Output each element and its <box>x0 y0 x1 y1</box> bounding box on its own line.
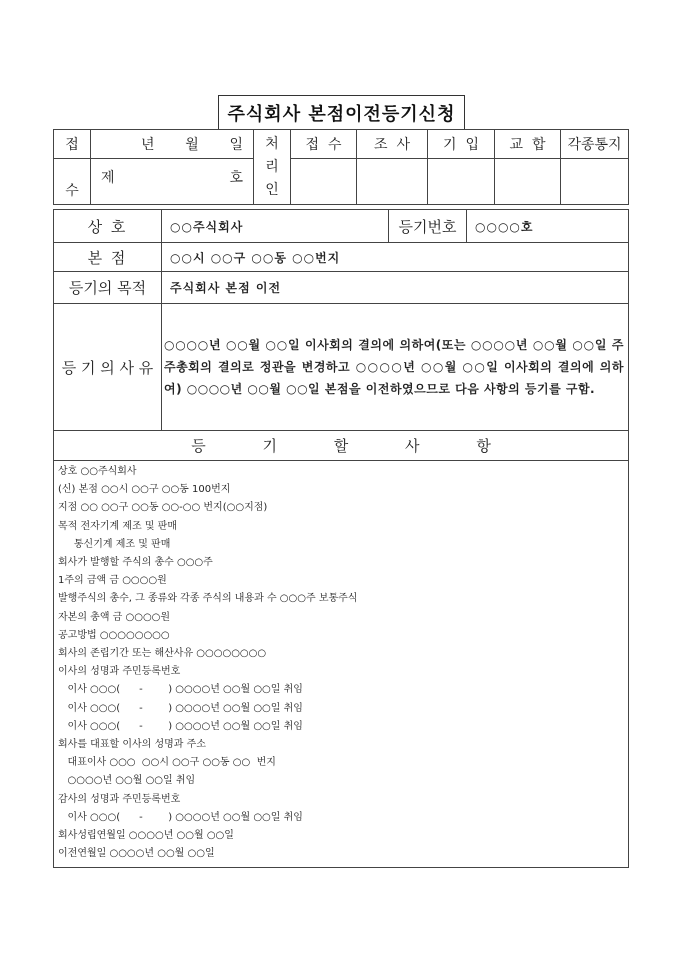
item-line: 이사 ○○○( - ) ○○○○년 ○○월 ○○일 취임 <box>58 811 303 823</box>
item-line: (신) 본점 ○○시 ○○구 ○○동 100번지 <box>58 484 231 496</box>
item-line: 회사가 발행할 주식의 총수 ○○○주 <box>58 557 213 569</box>
heading-char: 등 <box>191 437 206 455</box>
review-stamp-cell[interactable] <box>357 159 428 205</box>
reason-value[interactable]: ○○○○년 ○○월 ○○일 이사회의 결의에 의하여(또는 ○○○○년 ○○월 ○○일 주주총회의 결의로 정관을 변경하고 ○○○○년 ○○월 ○○일 이사회의 결의에 의하여) ○○○○년 ○○월 ○○일 본점을 이전하였으므로 다음 사항의 등기를 구함. <box>162 304 629 431</box>
collation-stamp-cell[interactable] <box>495 159 561 205</box>
head-office-row <box>54 243 629 272</box>
day-label: 일 <box>229 137 243 153</box>
item-line: 상호 ○○주식회사 <box>58 466 137 477</box>
receipt-label-bottom: 수 <box>54 159 91 205</box>
notices-stamp-cell[interactable] <box>561 159 629 205</box>
item-line: 감사의 성명과 주민등록번호 <box>58 793 181 805</box>
reg-no-value[interactable]: ○○○○호 <box>467 210 629 243</box>
purpose-row <box>54 272 629 304</box>
item-line: 목적 전자기계 제조 및 판매 <box>58 520 177 532</box>
processor-char: 처 <box>265 135 279 152</box>
number-suffix: 호 <box>229 169 243 186</box>
receipt-date-cell[interactable] <box>91 130 254 159</box>
item-line: 이사 ○○○( - ) ○○○○년 ○○월 ○○일 취임 <box>58 720 303 732</box>
item-line: 회사를 대표할 이사의 성명과 주소 <box>58 739 206 751</box>
item-line: 회사의 존립기간 또는 해산사유 ○○○○○○○○ <box>58 648 267 660</box>
item-line: ○○○○년 ○○월 ○○일 취임 <box>58 775 196 787</box>
items-heading <box>54 431 629 461</box>
item-line: 자본의 총액 금 ○○○○원 <box>58 611 171 623</box>
item-line: 1주의 금액 금 ○○○○원 <box>58 575 167 587</box>
entry-stamp-cell[interactable] <box>428 159 495 205</box>
company-label: 상 호 <box>54 210 162 243</box>
purpose-label: 등기의 목적 <box>54 272 162 304</box>
processor-char: 리 <box>265 158 279 175</box>
month-label: 월 <box>185 137 199 153</box>
company-row <box>54 210 629 243</box>
receipt-stamp-cell[interactable] <box>291 159 357 205</box>
reg-no-label: 등기번호 <box>389 210 467 243</box>
col-header-review: 조 사 <box>357 130 428 159</box>
reason-label: 등 기 의 사 유 <box>54 304 162 431</box>
item-line: 이전연월일 ○○○○년 ○○월 ○○일 <box>58 848 215 860</box>
heading-char: 할 <box>333 437 349 455</box>
number-prefix: 제 <box>101 169 115 186</box>
item-line: 대표이사 ○○○ ○○시 ○○구 ○○동 ○○ 번지 <box>58 757 276 769</box>
items-body-row <box>54 461 629 868</box>
items-heading-row <box>54 431 629 461</box>
registration-items[interactable] <box>54 461 629 868</box>
head-office-label: 본 점 <box>54 243 162 272</box>
company-value[interactable]: ○○주식회사 <box>162 210 389 243</box>
heading-char: 항 <box>476 437 491 455</box>
heading-char: 기 <box>262 437 277 455</box>
year-label: 년 <box>141 137 155 153</box>
heading-char: 사 <box>405 437 420 455</box>
item-line: 이사 ○○○( - ) ○○○○년 ○○월 ○○일 취임 <box>58 684 303 696</box>
item-line: 통신기계 제조 및 판매 <box>58 538 171 550</box>
item-line: 공고방법 ○○○○○○○○ <box>58 629 170 641</box>
col-header-notices: 각종통지 <box>561 130 629 159</box>
item-line: 지점 ○○ ○○구 ○○동 ○○-○○ 번지(○○지점) <box>58 502 268 514</box>
reason-row <box>54 304 629 431</box>
receipt-label-top: 접 <box>54 130 91 159</box>
item-line: 발행주식의 총수, 그 종류와 각종 주식의 내용과 수 ○○○주 보통주식 <box>58 593 358 605</box>
col-header-receipt: 접 수 <box>291 130 357 159</box>
processor-char: 인 <box>265 181 279 198</box>
receipt-number-cell[interactable] <box>91 159 254 205</box>
application-table <box>53 209 629 868</box>
col-header-entry: 기 입 <box>428 130 495 159</box>
head-office-value[interactable]: ○○시 ○○구 ○○동 ○○번지 <box>162 243 629 272</box>
document-title: 주식회사 본점이전등기신청 <box>218 95 465 129</box>
item-line: 이사의 성명과 주민등록번호 <box>58 666 181 678</box>
receipt-table <box>53 129 629 205</box>
processor-label <box>254 130 291 205</box>
purpose-value[interactable]: 주식회사 본점 이전 <box>162 272 629 304</box>
col-header-collation: 교 합 <box>495 130 561 159</box>
item-line: 회사성립연월일 ○○○○년 ○○월 ○○일 <box>58 830 234 842</box>
item-line: 이사 ○○○( - ) ○○○○년 ○○월 ○○일 취임 <box>58 702 303 714</box>
